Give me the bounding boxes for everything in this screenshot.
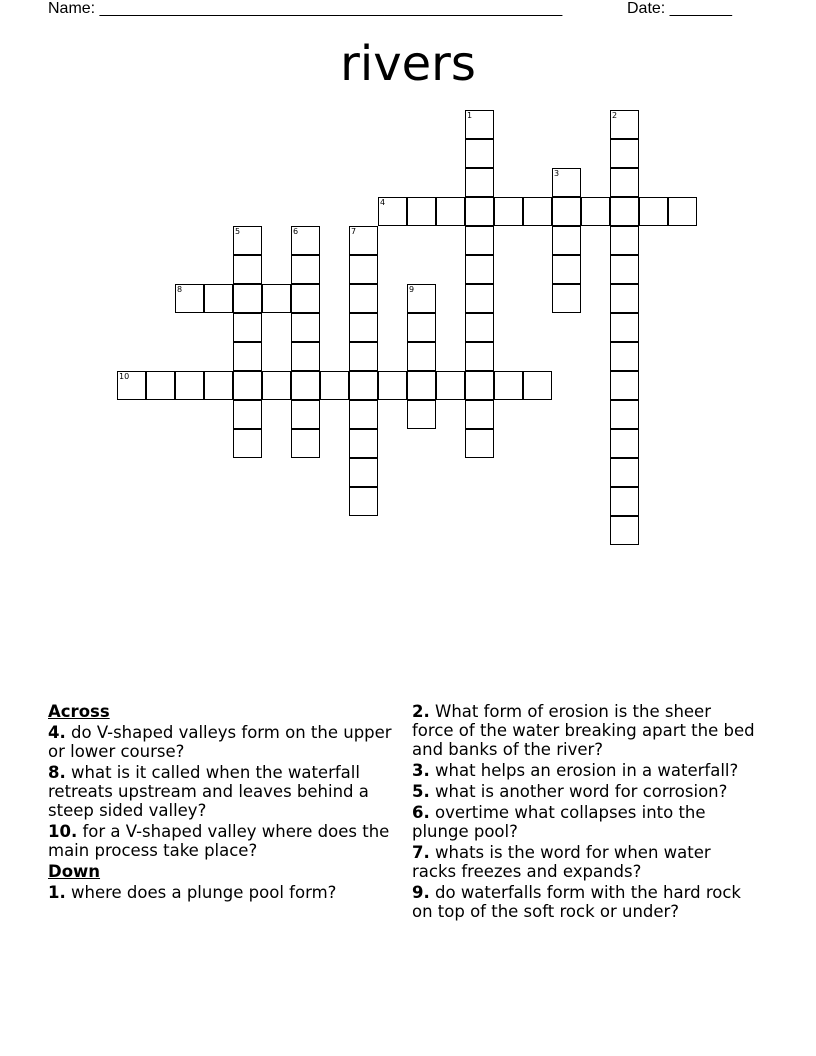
crossword-cell[interactable] bbox=[291, 342, 320, 371]
crossword-cell[interactable] bbox=[233, 255, 262, 284]
crossword-cell[interactable] bbox=[233, 342, 262, 371]
crossword-cell[interactable] bbox=[349, 487, 378, 516]
crossword-cell[interactable] bbox=[291, 226, 320, 255]
clue-down-2: 2. What form of erosion is the sheer force of the water breaking apart the bed and banks of the river? bbox=[412, 702, 755, 759]
crossword-cell[interactable] bbox=[465, 313, 494, 342]
crossword-cell[interactable] bbox=[291, 284, 320, 313]
clue-number-3: 3 bbox=[554, 169, 560, 178]
clue-number-10: 10 bbox=[119, 372, 130, 381]
crossword-cell[interactable] bbox=[233, 226, 262, 255]
clue-number-6: 6 bbox=[293, 227, 299, 236]
crossword-cell[interactable] bbox=[349, 226, 378, 255]
date-field-label: Date: _______ bbox=[627, 0, 732, 17]
crossword-cell[interactable] bbox=[552, 168, 581, 197]
crossword-cell[interactable] bbox=[465, 139, 494, 168]
crossword-cell[interactable] bbox=[349, 313, 378, 342]
crossword-cell[interactable] bbox=[610, 371, 639, 400]
crossword-cell[interactable] bbox=[378, 371, 407, 400]
crossword-cell[interactable] bbox=[349, 284, 378, 313]
crossword-cell[interactable] bbox=[465, 429, 494, 458]
crossword-cell[interactable] bbox=[407, 284, 436, 313]
clue-number-5: 5 bbox=[235, 227, 241, 236]
crossword-cell[interactable] bbox=[349, 255, 378, 284]
clue-number-2: 2 bbox=[612, 111, 618, 120]
crossword-cell[interactable] bbox=[610, 197, 639, 226]
crossword-cell[interactable] bbox=[494, 371, 523, 400]
clue-number-9: 9 bbox=[409, 285, 415, 294]
crossword-cell[interactable] bbox=[610, 139, 639, 168]
crossword-cell[interactable] bbox=[668, 197, 697, 226]
crossword-cell[interactable] bbox=[320, 371, 349, 400]
across-heading: Across bbox=[48, 702, 110, 721]
clues-left-column bbox=[48, 702, 393, 904]
crossword-cell[interactable] bbox=[465, 284, 494, 313]
crossword-cell[interactable] bbox=[465, 400, 494, 429]
crossword-cell[interactable] bbox=[610, 226, 639, 255]
crossword-cell[interactable] bbox=[233, 429, 262, 458]
crossword-cell[interactable] bbox=[233, 284, 262, 313]
crossword-cell[interactable] bbox=[175, 371, 204, 400]
crossword-cell[interactable] bbox=[610, 168, 639, 197]
crossword-cell[interactable] bbox=[610, 487, 639, 516]
crossword-cell[interactable] bbox=[407, 342, 436, 371]
crossword-cell[interactable] bbox=[407, 313, 436, 342]
clue-down-7: 7. whats is the word for when water racks freezes and expands? bbox=[412, 843, 711, 881]
crossword-cell[interactable] bbox=[552, 226, 581, 255]
crossword-cell[interactable] bbox=[610, 342, 639, 371]
crossword-cell[interactable] bbox=[465, 371, 494, 400]
name-field-label: Name: ____________________________________________________ bbox=[48, 0, 563, 17]
crossword-cell[interactable] bbox=[233, 313, 262, 342]
crossword-cell[interactable] bbox=[262, 371, 291, 400]
clue-number-7: 7 bbox=[351, 227, 357, 236]
crossword-cell[interactable] bbox=[523, 371, 552, 400]
crossword-cell[interactable] bbox=[262, 284, 291, 313]
crossword-cell[interactable] bbox=[291, 429, 320, 458]
crossword-cell[interactable] bbox=[407, 371, 436, 400]
crossword-cell[interactable] bbox=[465, 255, 494, 284]
clue-number-4: 4 bbox=[380, 198, 386, 207]
crossword-cell[interactable] bbox=[610, 458, 639, 487]
clue-down-3: 3. what helps an erosion in a waterfall? bbox=[412, 761, 739, 780]
crossword-cell[interactable] bbox=[175, 284, 204, 313]
crossword-cell[interactable] bbox=[610, 313, 639, 342]
crossword-cell[interactable] bbox=[407, 197, 436, 226]
crossword-cell[interactable] bbox=[610, 429, 639, 458]
crossword-cell[interactable] bbox=[204, 284, 233, 313]
crossword-cell[interactable] bbox=[407, 400, 436, 429]
crossword-cell[interactable] bbox=[465, 342, 494, 371]
crossword-cell[interactable] bbox=[436, 197, 465, 226]
crossword-cell[interactable] bbox=[552, 284, 581, 313]
crossword-cell[interactable] bbox=[291, 371, 320, 400]
clue-down-9: 9. do waterfalls form with the hard rock on top of the soft rock or under? bbox=[412, 883, 741, 921]
crossword-cell[interactable] bbox=[610, 284, 639, 313]
crossword-cell[interactable] bbox=[465, 168, 494, 197]
crossword-cell[interactable] bbox=[639, 197, 668, 226]
crossword-cell[interactable] bbox=[233, 400, 262, 429]
crossword-cell[interactable] bbox=[146, 371, 175, 400]
crossword-cell[interactable] bbox=[610, 400, 639, 429]
crossword-cell[interactable] bbox=[494, 197, 523, 226]
page-title: rivers bbox=[340, 36, 476, 92]
clue-number-1: 1 bbox=[467, 111, 473, 120]
crossword-cell[interactable] bbox=[349, 371, 378, 400]
crossword-cell[interactable] bbox=[465, 110, 494, 139]
clue-across-8: 8. what is it called when the waterfall retreats upstream and leaves behind a steep sided valley? bbox=[48, 763, 369, 820]
crossword-cell[interactable] bbox=[465, 197, 494, 226]
crossword-cell[interactable] bbox=[233, 371, 262, 400]
crossword-cell[interactable] bbox=[117, 371, 146, 400]
crossword-cell[interactable] bbox=[349, 429, 378, 458]
crossword-cell[interactable] bbox=[349, 342, 378, 371]
crossword-cell[interactable] bbox=[204, 371, 233, 400]
clue-across-10: 10. for a V-shaped valley where does the main process take place? bbox=[48, 822, 390, 860]
down-heading: Down bbox=[48, 862, 101, 881]
crossword-cell[interactable] bbox=[610, 255, 639, 284]
crossword-cell[interactable] bbox=[610, 110, 639, 139]
clue-down-5: 5. what is another word for corrosion? bbox=[412, 782, 728, 801]
crossword-cell[interactable] bbox=[291, 255, 320, 284]
crossword-cell[interactable] bbox=[291, 313, 320, 342]
crossword-cell[interactable] bbox=[552, 255, 581, 284]
crossword-cell[interactable] bbox=[581, 197, 610, 226]
clue-number-8: 8 bbox=[177, 285, 183, 294]
crossword-cell[interactable] bbox=[610, 516, 639, 545]
crossword-cell[interactable] bbox=[552, 197, 581, 226]
crossword-cell[interactable] bbox=[378, 197, 407, 226]
clue-across-4: 4. do V-shaped valleys form on the upper or lower course? bbox=[48, 723, 392, 761]
crossword-cell[interactable] bbox=[291, 400, 320, 429]
crossword-cell[interactable] bbox=[523, 197, 552, 226]
crossword-cell[interactable] bbox=[436, 371, 465, 400]
crossword-cell[interactable] bbox=[465, 226, 494, 255]
clue-down-1: 1. where does a plunge pool form? bbox=[48, 883, 337, 902]
crossword-cell[interactable] bbox=[349, 458, 378, 487]
clue-down-6: 6. overtime what collapses into the plunge pool? bbox=[412, 803, 706, 841]
clues-right-column bbox=[412, 702, 757, 923]
crossword-cell[interactable] bbox=[349, 400, 378, 429]
